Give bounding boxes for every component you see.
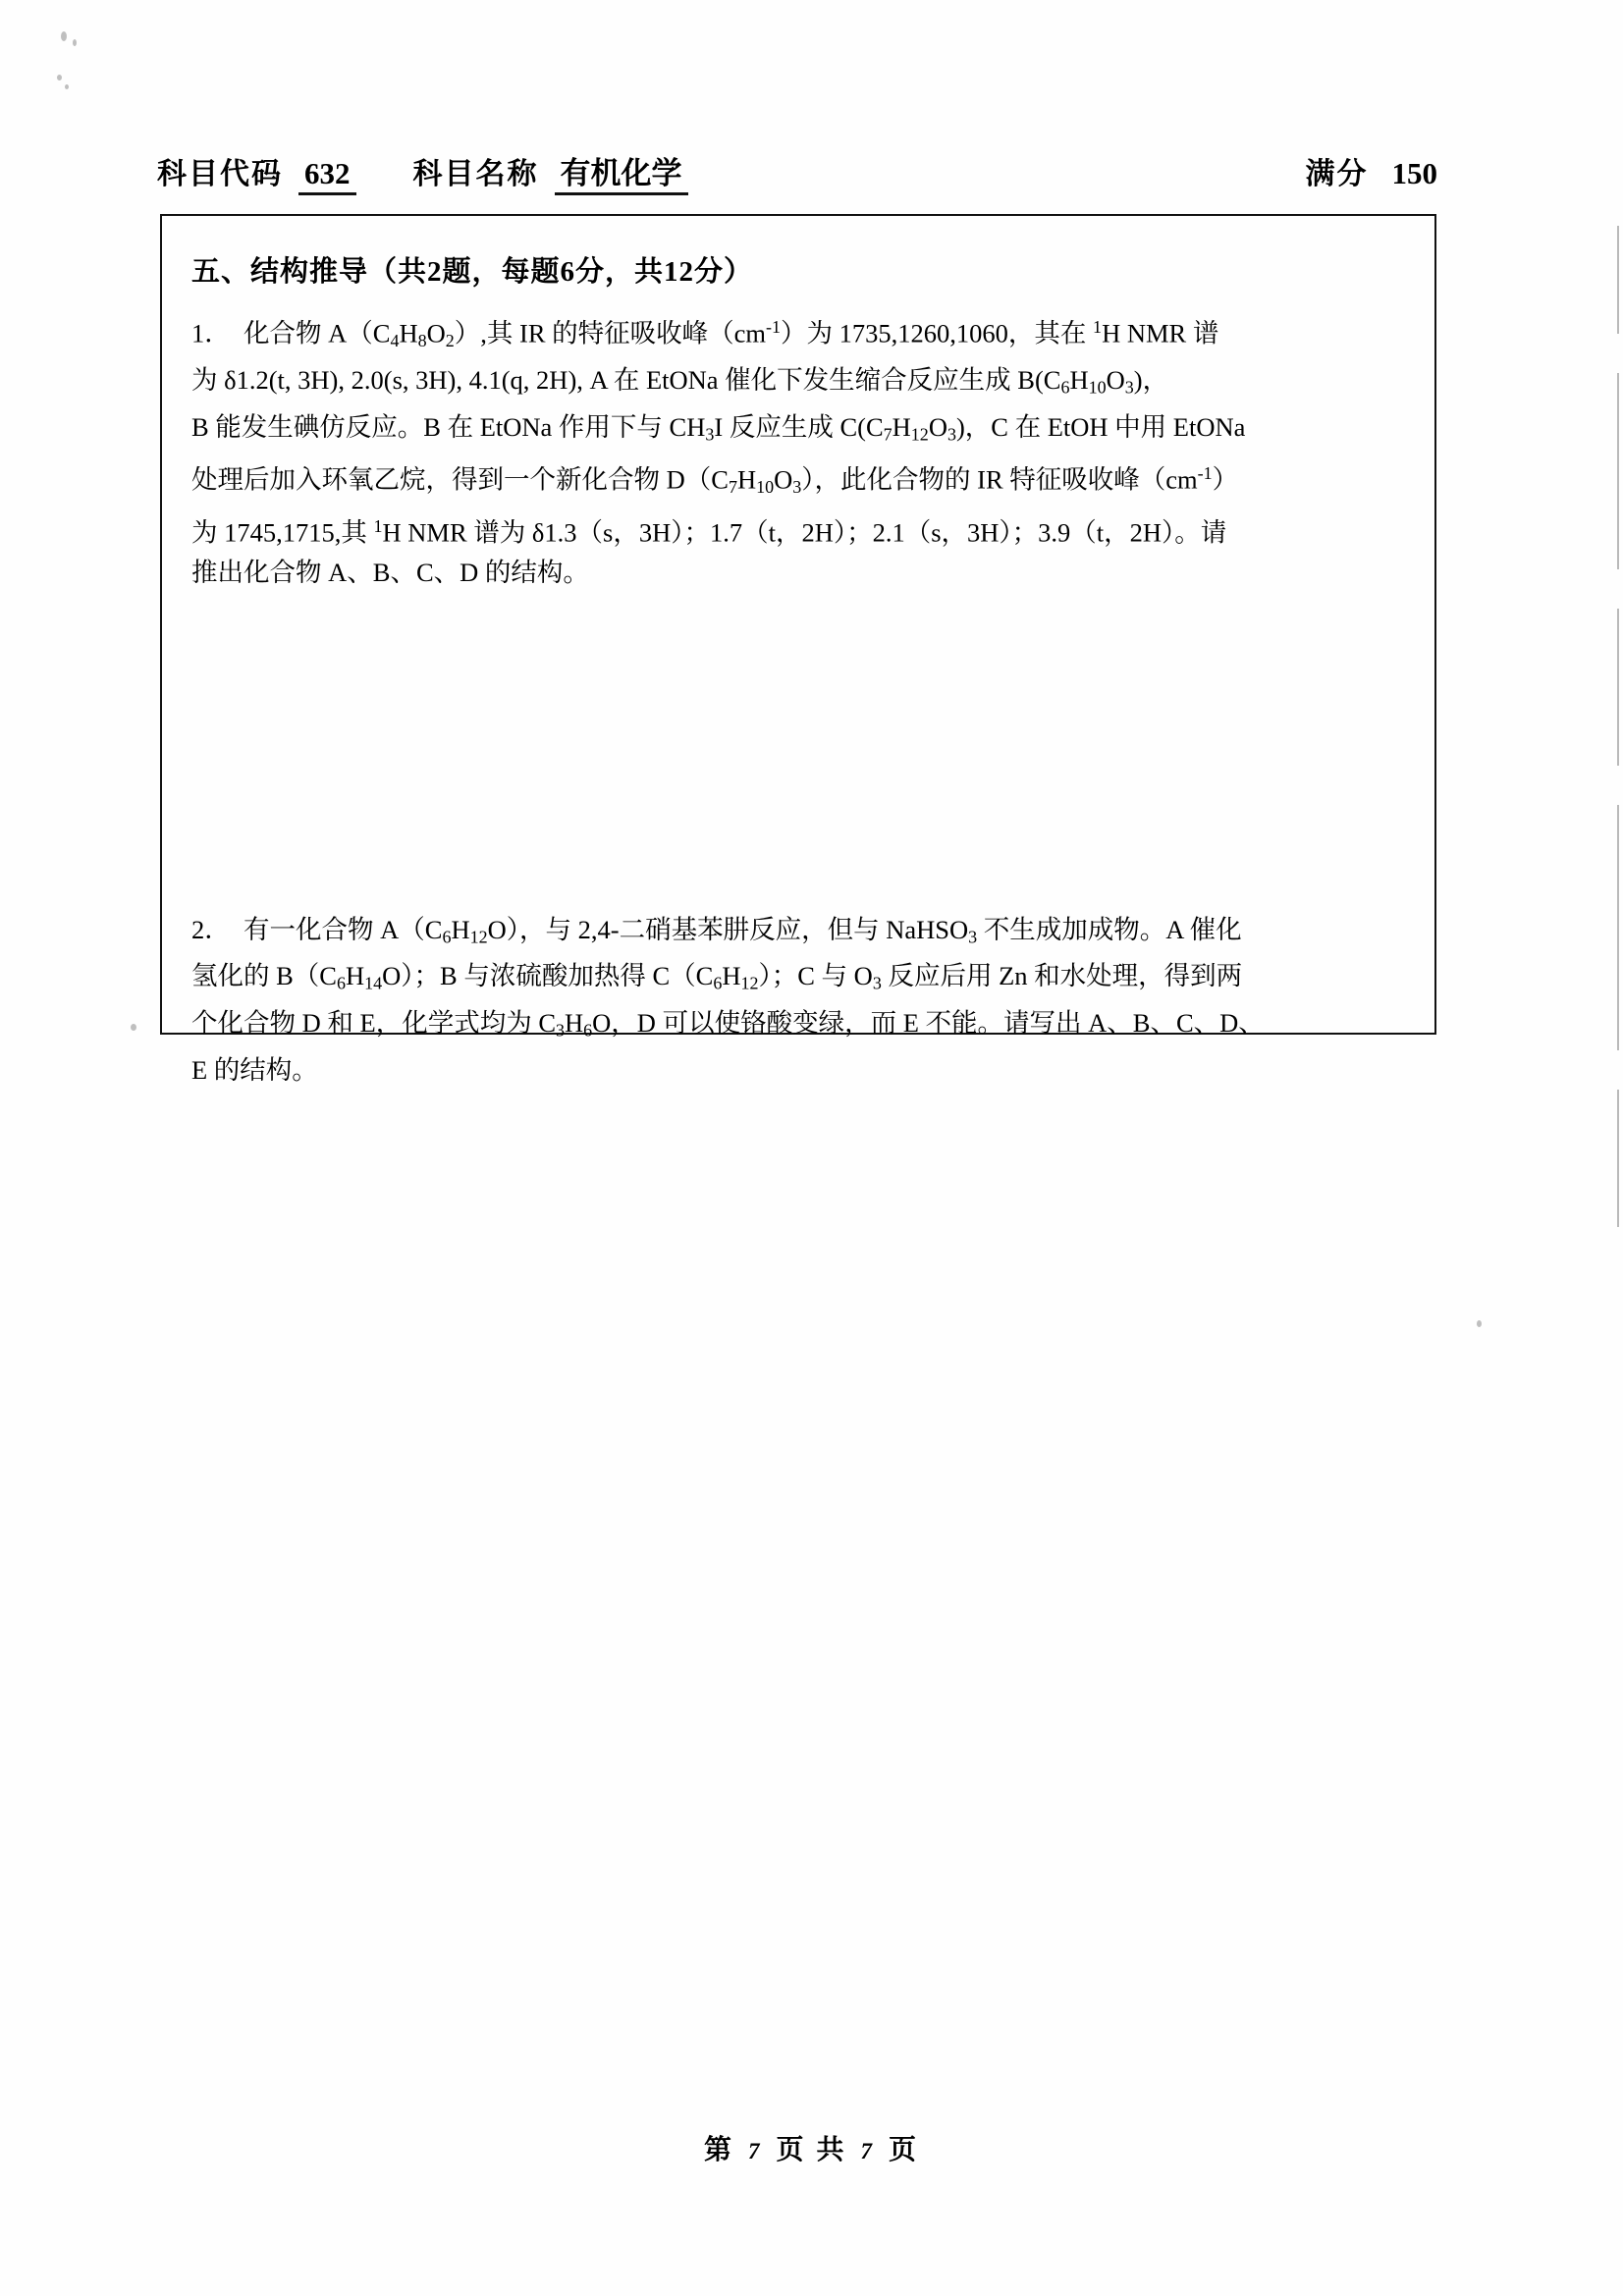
footer-page-number: 7 bbox=[747, 2139, 763, 2163]
question-1-line: 处理后加入环氧乙烷，得到一个新化合物 $D(C_7H_{10}O_3)$，此化合物的 IR 特征吸收峰$(cm^{-1})$ bbox=[191, 463, 1239, 498]
subject-code-value: 632 bbox=[298, 158, 356, 195]
scan-edge-marks bbox=[1617, 226, 1619, 334]
scan-speck bbox=[131, 1024, 136, 1031]
full-marks-value: 150 bbox=[1391, 156, 1437, 190]
footer-total-pages: 7 bbox=[860, 2139, 875, 2163]
scan-speck bbox=[1477, 1320, 1482, 1327]
question-2-line: 2． 有一化合物 $A(C_6H_{12}O)$，与 2,4-二硝基苯肼反应，但与 NaHSO$_3$ 不生成加成物。A 催化 bbox=[191, 914, 1242, 947]
scan-edge-marks bbox=[1617, 609, 1619, 766]
question-1-line: 推出化合物 A、B、C、D 的结构。 bbox=[191, 557, 589, 587]
question-2-line: E 的结构。 bbox=[191, 1054, 318, 1085]
question-2-line: 氢化的 $B(C_6H_{14}O)$；B 与浓硫酸加热得 $C(C_6H_{12})$；C 与 $O_3$ 反应后用 Zn 和水处理，得到两 bbox=[191, 961, 1243, 994]
scan-speck bbox=[65, 84, 69, 89]
question-1-line: 1． 化合物 $A(C_4H_8O_2)$,其 IR 的特征吸收峰$(cm^{-1})$为 1735,1260,1060，其在 $^1$H NMR 谱 bbox=[191, 317, 1219, 351]
scan-edge-marks bbox=[1617, 805, 1619, 1050]
page-header bbox=[157, 149, 1443, 196]
footer-middle: 页 共 bbox=[776, 2135, 847, 2165]
question-1-line: B 能发生碘仿反应。B 在 EtONa 作用下与 $CH_3I$ 反应生成 $C(C_7H_{12}O_3)$，C 在 EtOH 中用 EtONa bbox=[191, 411, 1246, 445]
scan-speck bbox=[61, 31, 67, 41]
subject-name-label: 科目名称 bbox=[412, 158, 539, 190]
footer-prefix: 第 bbox=[703, 2135, 734, 2165]
scan-edge-marks bbox=[1617, 1090, 1619, 1227]
scan-speck bbox=[73, 39, 77, 46]
question-2-line: 个化合物 D 和 E，化学式均为 $C_3H_6O$，D 可以使铬酸变绿，而 E 不能。请写出 A、B、C、D、 bbox=[191, 1008, 1265, 1041]
page-footer bbox=[0, 2128, 1623, 2167]
scan-edge-marks bbox=[1617, 373, 1619, 569]
question-1-line: 为 1745,1715,其 $^1$H NMR 谱为 δ1.3（s，3H）；1.7（t，2H）；2.1（s，3H）；3.9（t，2H）。请 bbox=[191, 516, 1227, 548]
full-marks-group bbox=[1306, 149, 1444, 192]
scan-speck bbox=[57, 75, 62, 80]
subject-name-value: 有机化学 bbox=[555, 158, 688, 195]
question-1 bbox=[191, 307, 1409, 592]
answer-box-content bbox=[191, 234, 1409, 1090]
section-title: 五、结构推导（共2题，每题6分，共12分） bbox=[191, 256, 754, 288]
answer-box bbox=[160, 214, 1436, 1085]
subject-code-label: 科目代码 bbox=[157, 158, 283, 190]
question-1-line: 为 δ1.2(t, 3H), 2.0(s, 3H), 4.1(q, 2H), A 在 EtONa 催化下发生缩合反应生成 $B(C_6H_{10}O_3)$， bbox=[191, 365, 1169, 398]
full-marks-label: 满分 bbox=[1305, 158, 1369, 190]
question-2 bbox=[191, 910, 1409, 1090]
footer-suffix: 页 bbox=[889, 2135, 920, 2165]
